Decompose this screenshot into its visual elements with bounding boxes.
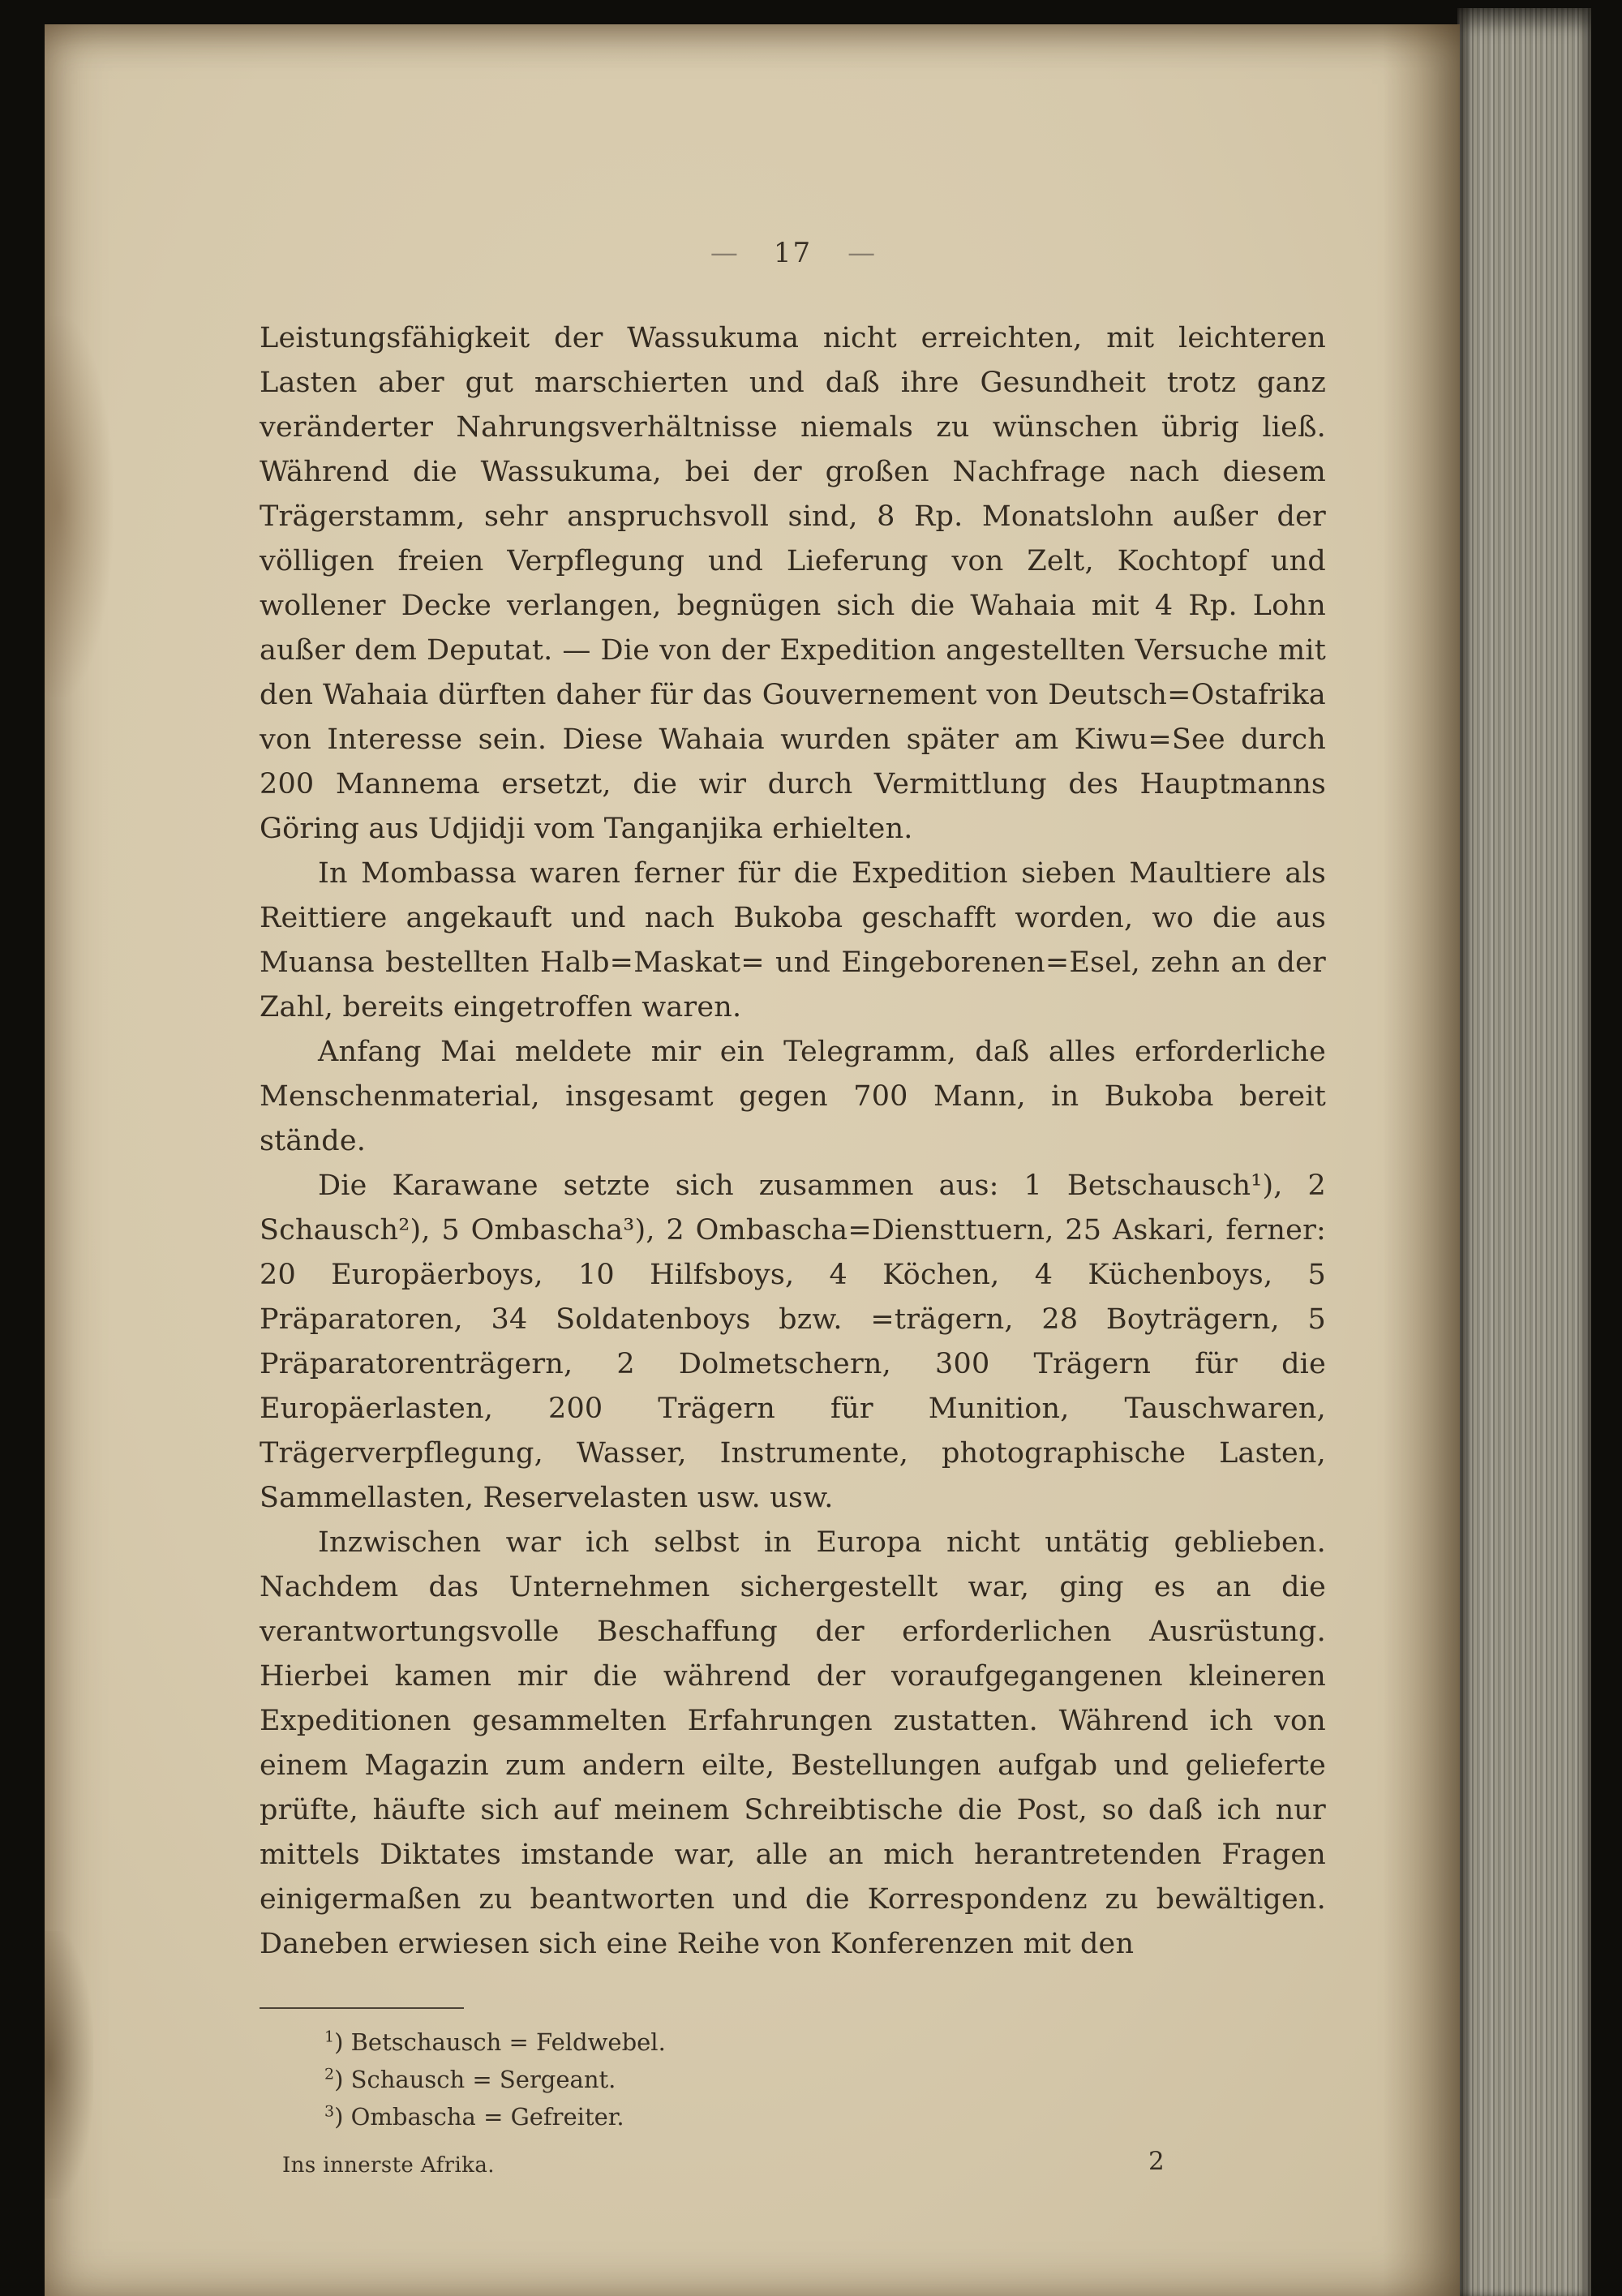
book-page-stack-edge — [1457, 8, 1591, 2296]
paragraph: Anfang Mai meldete mir ein Telegramm, daß alles erforderliche Menschenmaterial, insgesamt gegen 700 Mann, in Bukoba bereit stände. — [260, 1036, 1326, 1157]
footnote-marker: 3 — [324, 2102, 335, 2121]
footnote: $^3$) Ombascha = Gefreiter. — [324, 2102, 624, 2131]
footnote-marker: 2 — [324, 2065, 335, 2084]
page-body — [260, 316, 1326, 1967]
sheet-signature: 2 — [1148, 2147, 1165, 2176]
footnote-separator — [260, 2007, 464, 2009]
footnotes — [324, 2023, 1326, 2135]
paragraph: Inzwischen war ich selbst in Europa nicht untätig geblieben. Nachdem das Unternehmen sichergestellt war, ging es an die verantwortungsvolle Beschaffung der erforderlichen Ausrüstung. Hierbei kamen mir die während der voraufgegangenen kleineren Expeditionen gesammelten Erfahrungen zustatten. Während ich von einem Magazin zum andern eilte, Bestellungen aufgab und gelieferte prüfte, häufte sich auf meinem Schreibtische die Post, so daß ich nur mittels Diktates imstande war, alle an mich herantretenden Fragen einigermaßen zu beantworten und die Korrespondenz zu bewältigen. Daneben erwiesen sich eine Reihe von Konferenzen mit den — [260, 1526, 1326, 1960]
paragraph: Die Karawane setzte sich zusammen aus: 1 Betschausch¹), 2 Schausch²), 5 Ombascha³), 2 Ombascha=Diensttuern, 25 Askari, ferner: 20 Europäerboys, 10 Hilfsboys, 4 Köchen, 4 Küchenboys, 5 Präparatoren, 34 Soldatenboys bzw. =trägern, 28 Boyträgern, 5 Präparatorenträgern, 2 Dolmetschern, 300 Trägern für die Europäerlasten, 200 Trägern für Munition, Tauschwaren, Trägerverpflegung, Wasser, Instrumente, photographische Lasten, Sammellasten, Reservelasten usw. usw. — [260, 1169, 1326, 1514]
footnote: $^1$) Betschausch = Feldwebel. — [324, 2028, 666, 2056]
page-number: 17 — [773, 237, 813, 269]
page-stain — [45, 316, 114, 697]
paragraph: Leistungsfähigkeit der Wassukuma nicht erreichten, mit leichteren Lasten aber gut marschierten und daß ihre Gesundheit trotz ganz veränderter Nahrungsverhältnisse niemals zu wünschen übrig ließ. Während die Wassukuma, bei der großen Nachfrage nach diesem Trägerstamm, sehr anspruchsvoll sind, 8 Rp. Monatslohn außer der völligen freien Verpflegung und Lieferung von Zelt, Kochtopf und wollener Decke verlangen, begnügen sich die Wahaia mit 4 Rp. Lohn außer dem Deputat. — Die von der Expedition angestellten Versuche mit den Wahaia dürften daher für das Gouvernement von Deutsch=Ostafrika von Interesse sein. Diese Wahaia wurden später am Kiwu=See durch 200 Mannema ersetzt, die wir durch Vermittlung des Hauptmanns Göring aus Udjidji vom Tanganjika erhielten. — [260, 322, 1326, 845]
book-page — [45, 24, 1460, 2296]
header-dash-left: — — [710, 237, 738, 269]
book-title-catchword: Ins innerste Afrika. — [282, 2153, 495, 2178]
page-header — [260, 237, 1326, 269]
text-column — [260, 237, 1326, 2184]
paragraph: In Mombassa waren ferner für die Expedition sieben Maultiere als Reittiere angekauft und nach Bukoba geschafft worden, wo die aus Muansa bestellten Halb=Maskat= und Eingeborenen=Esel, zehn an der Zahl, bereits eingetroffen waren. — [260, 857, 1326, 1024]
footnote: $^2$) Schausch = Sergeant. — [324, 2065, 616, 2093]
page-footer — [260, 2147, 1326, 2184]
page-stain — [45, 1931, 93, 2199]
header-dash-right: — — [847, 237, 876, 269]
footnote-marker: 1 — [324, 2028, 335, 2046]
